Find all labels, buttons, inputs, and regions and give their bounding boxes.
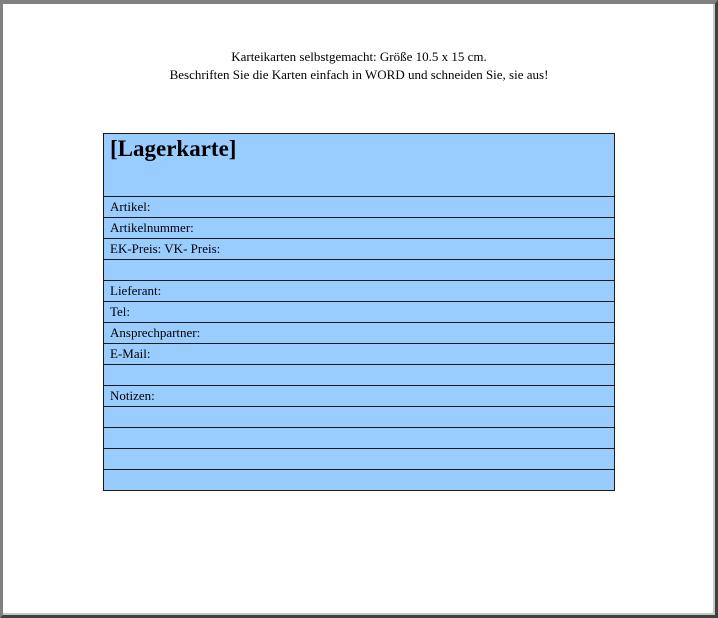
card-row-lieferant <box>104 281 615 302</box>
card-title-row <box>104 134 615 197</box>
index-card-table <box>103 133 615 491</box>
field-notes-line-1 <box>104 407 615 428</box>
card-row-notes-line-3 <box>104 449 615 470</box>
field-notes-line-4 <box>104 470 615 491</box>
field-ansprechpartner: Ansprechpartner: <box>104 323 615 344</box>
card-row-tel <box>104 302 615 323</box>
card-title: [Lagerkarte] <box>110 136 237 161</box>
card-row-artikel <box>104 197 615 218</box>
field-tel: Tel: <box>104 302 615 323</box>
header-line-1: Karteikarten selbstgemacht: Größe 10.5 x 15 cm. <box>231 49 487 64</box>
field-ek-preis: EK-Preis: <box>110 241 162 256</box>
card-title-cell <box>104 134 615 197</box>
card-row-notes-line-2 <box>104 428 615 449</box>
card-row-email <box>104 344 615 365</box>
card-row-artikelnummer <box>104 218 615 239</box>
field-lieferant: Lieferant: <box>104 281 615 302</box>
header-line-2: Beschriften Sie die Karten einfach in WORD und schneiden Sie, sie aus! <box>169 67 549 82</box>
field-blank-2 <box>104 365 615 386</box>
card-row-notes-line-1 <box>104 407 615 428</box>
field-blank-1 <box>104 260 615 281</box>
card-row-preis <box>104 239 615 260</box>
field-artikelnummer: Artikelnummer: <box>104 218 615 239</box>
card-row-blank-1 <box>104 260 615 281</box>
card-row-notizen <box>104 386 615 407</box>
field-notes-line-2 <box>104 428 615 449</box>
field-vk-preis: VK- Preis: <box>164 241 221 256</box>
field-preis-cell <box>104 239 615 260</box>
field-artikel: Artikel: <box>104 197 615 218</box>
field-email: E-Mail: <box>104 344 615 365</box>
field-notizen: Notizen: <box>104 386 615 407</box>
field-notes-line-3 <box>104 449 615 470</box>
card-row-ansprechpartner <box>104 323 615 344</box>
page-header <box>3 48 715 84</box>
card-row-notes-line-4 <box>104 470 615 491</box>
card-row-blank-2 <box>104 365 615 386</box>
